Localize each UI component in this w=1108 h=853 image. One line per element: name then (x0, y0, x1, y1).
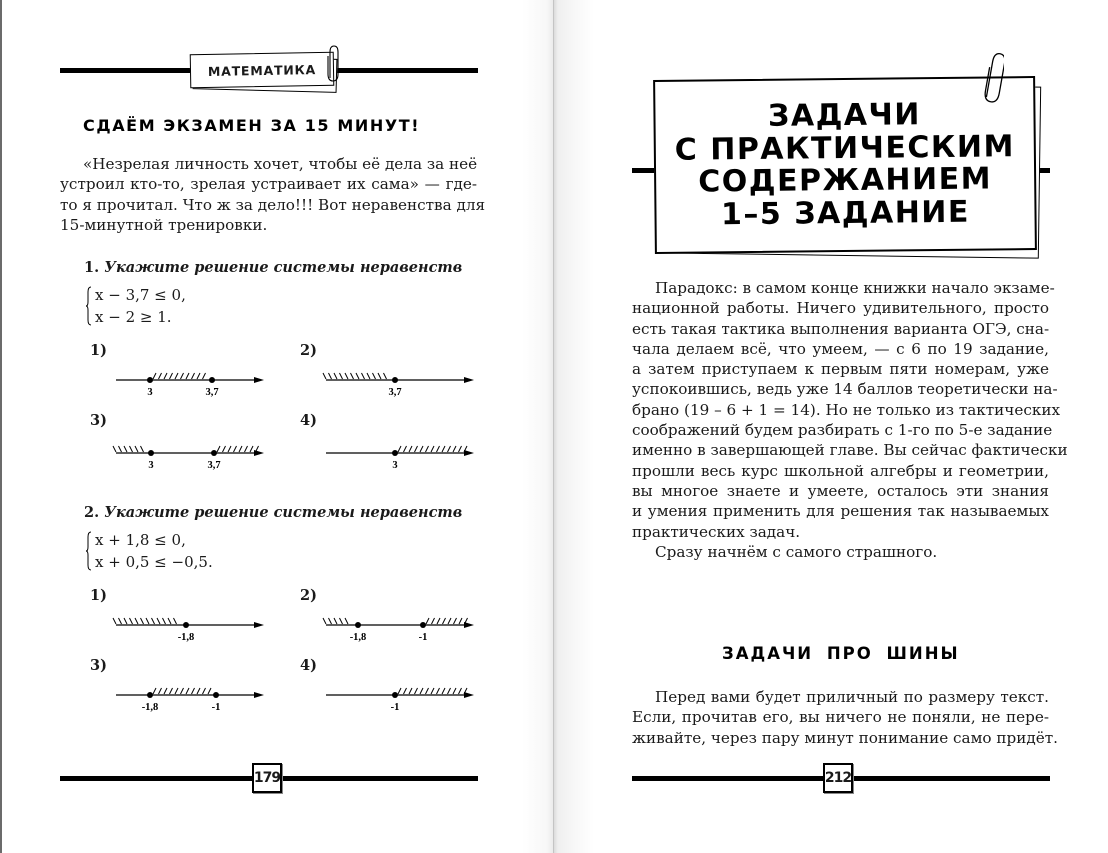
point-marker (147, 377, 153, 383)
task-number: 2. (84, 504, 100, 521)
point-label: 3,7 (207, 460, 221, 471)
point-marker (392, 692, 398, 698)
task-1-system (86, 284, 186, 328)
shading-hatch (153, 373, 206, 379)
body-line: соображений будем разбирать с 1-го по 5-е задание (632, 421, 1053, 440)
section-heading: СДАЁМ ЭКЗАМЕН ЗА 15 МИНУТ! (83, 116, 421, 135)
point-label: 3,7 (205, 387, 219, 398)
point-label: -1 (211, 702, 221, 713)
point-marker (183, 622, 189, 628)
point-marker (147, 692, 153, 698)
section-tag-label: МАТЕМАТИКА (190, 52, 335, 89)
shading-hatch (426, 618, 468, 624)
body-line: вы многое знаете и умеете, осталось эти знания (632, 481, 1049, 500)
answer-option-label[interactable]: 4) (300, 657, 317, 674)
task-number: 1. (84, 259, 100, 276)
answer-option-label[interactable]: 4) (300, 412, 317, 429)
chapter-title-card (654, 78, 1038, 256)
task-2-system (86, 529, 213, 573)
body-line: есть такая тактика выполнения варианта ОГЭ, сна- (632, 319, 1050, 338)
body-line: успокоившись, ведь уже 14 баллов теоретически на- (632, 380, 1058, 399)
answer-option-label[interactable]: 1) (90, 587, 107, 604)
number-line (112, 683, 272, 717)
body-line: практических задач. (632, 522, 801, 541)
number-line (322, 613, 482, 647)
task-1-title (84, 259, 462, 276)
axis-arrow-icon (464, 692, 474, 698)
intro-line: то я прочитал. Что ж за дело!!! Вот неравенства для (60, 195, 486, 214)
point-marker (392, 377, 398, 383)
chapter-title-line: СОДЕРЖАНИЕМ (698, 161, 993, 200)
point-label: 3 (148, 460, 154, 471)
inequality: x + 0,5 ≤ −0,5. (95, 553, 213, 571)
shading-hatch (323, 373, 387, 379)
paperclip-icon (326, 44, 340, 84)
point-marker (420, 622, 426, 628)
number-line (322, 683, 482, 717)
body-line: живайте, через пару минут понимание само придёт. (632, 728, 1058, 747)
body-line: национной работы. Ничего удивительного, просто (632, 299, 1049, 318)
point-label: -1,8 (177, 632, 195, 643)
shading-hatch (323, 618, 348, 624)
shading-hatch (113, 446, 144, 452)
number-line (112, 368, 272, 402)
chapter-title-line: ЗАДАЧИ (767, 97, 922, 134)
answer-option-label[interactable]: 2) (300, 342, 317, 359)
shading-hatch (398, 446, 467, 452)
subsection-paragraph (632, 687, 1058, 748)
point-marker (213, 692, 219, 698)
shading-hatch (398, 688, 467, 694)
body-line: именно в завершающей главе. Вы сейчас фактически (632, 441, 1068, 460)
number-line (112, 441, 272, 475)
chapter-title-line: 1–5 ЗАДАНИЕ (720, 194, 971, 232)
shading-hatch (153, 688, 211, 694)
brace-icon (86, 286, 92, 326)
chapter-title-line: С ПРАКТИЧЕСКИМ (674, 128, 1016, 168)
paperclip-icon (984, 50, 1004, 104)
body-line: Перед вами будет приличный по размеру текст. (655, 688, 1049, 706)
shading-hatch (113, 618, 177, 624)
chapter-intro-paragraph (632, 278, 1068, 562)
number-line (322, 368, 482, 402)
axis-arrow-icon (254, 692, 264, 698)
page-number: 179 (252, 763, 282, 793)
inequality: x + 1,8 ≤ 0, (95, 531, 186, 549)
body-line: и умения применить для решения так называемых (632, 502, 1049, 521)
point-marker (392, 450, 398, 456)
number-line (112, 613, 272, 647)
answer-option-label[interactable]: 1) (90, 342, 107, 359)
task-2-title (84, 504, 462, 521)
answer-option-label[interactable]: 2) (300, 587, 317, 604)
body-line: Сразу начнём с самого страшного. (655, 542, 938, 561)
point-label: 3 (147, 387, 153, 398)
body-line: брано (19 – 6 + 1 = 14). Но не только из тактических (632, 400, 1061, 419)
section-tag (190, 53, 336, 89)
shading-hatch (217, 446, 259, 452)
point-marker (209, 377, 215, 383)
task-prompt: Укажите решение системы неравенств (104, 259, 463, 276)
body-line: Если, прочитав его, вы ничего не поняли, не пере- (632, 708, 1049, 727)
axis-arrow-icon (254, 377, 264, 383)
inequality: x − 3,7 ≤ 0, (95, 286, 186, 304)
task-prompt: Укажите решение системы неравенств (104, 504, 463, 521)
point-label: 3 (392, 460, 398, 471)
point-label: -1,8 (349, 632, 367, 643)
intro-paragraph (60, 154, 486, 235)
intro-line: устроил кто-то, зрелая устраивает их сама» — где- (60, 175, 477, 194)
point-label: -1 (418, 632, 428, 643)
body-line: чала делаем всё, что умеем, — с 6 по 19 задание, (632, 339, 1049, 358)
axis-arrow-icon (464, 450, 474, 456)
point-label: 3,7 (388, 387, 402, 398)
subsection-heading: ЗАДАЧИ ПРО ШИНЫ (722, 644, 960, 663)
point-marker (355, 622, 361, 628)
intro-line: «Незрелая личность хочет, чтобы её дела за неё (83, 155, 478, 173)
answer-option-label[interactable]: 3) (90, 412, 107, 429)
inequality: x − 2 ≥ 1. (95, 308, 172, 326)
header-rule-left (60, 68, 194, 73)
axis-arrow-icon (254, 622, 264, 628)
header-rule-right (334, 68, 478, 73)
axis-arrow-icon (464, 377, 474, 383)
body-line: а затем приступаем к первым пяти номерам, уже (632, 360, 1049, 379)
body-line: Парадокс: в самом конце книжки начало экзаме- (655, 279, 1055, 297)
answer-option-label[interactable]: 3) (90, 657, 107, 674)
point-marker (211, 450, 217, 456)
point-label: -1 (390, 702, 400, 713)
intro-line: 15-минутной тренировки. (60, 215, 268, 234)
point-label: -1,8 (141, 702, 159, 713)
page-number: 212 (823, 763, 853, 793)
chapter-title (653, 76, 1037, 254)
point-marker (148, 450, 154, 456)
number-line (322, 441, 482, 475)
body-line: прошли весь курс школьной алгебры и геометрии, (632, 461, 1049, 480)
brace-icon (86, 531, 92, 571)
